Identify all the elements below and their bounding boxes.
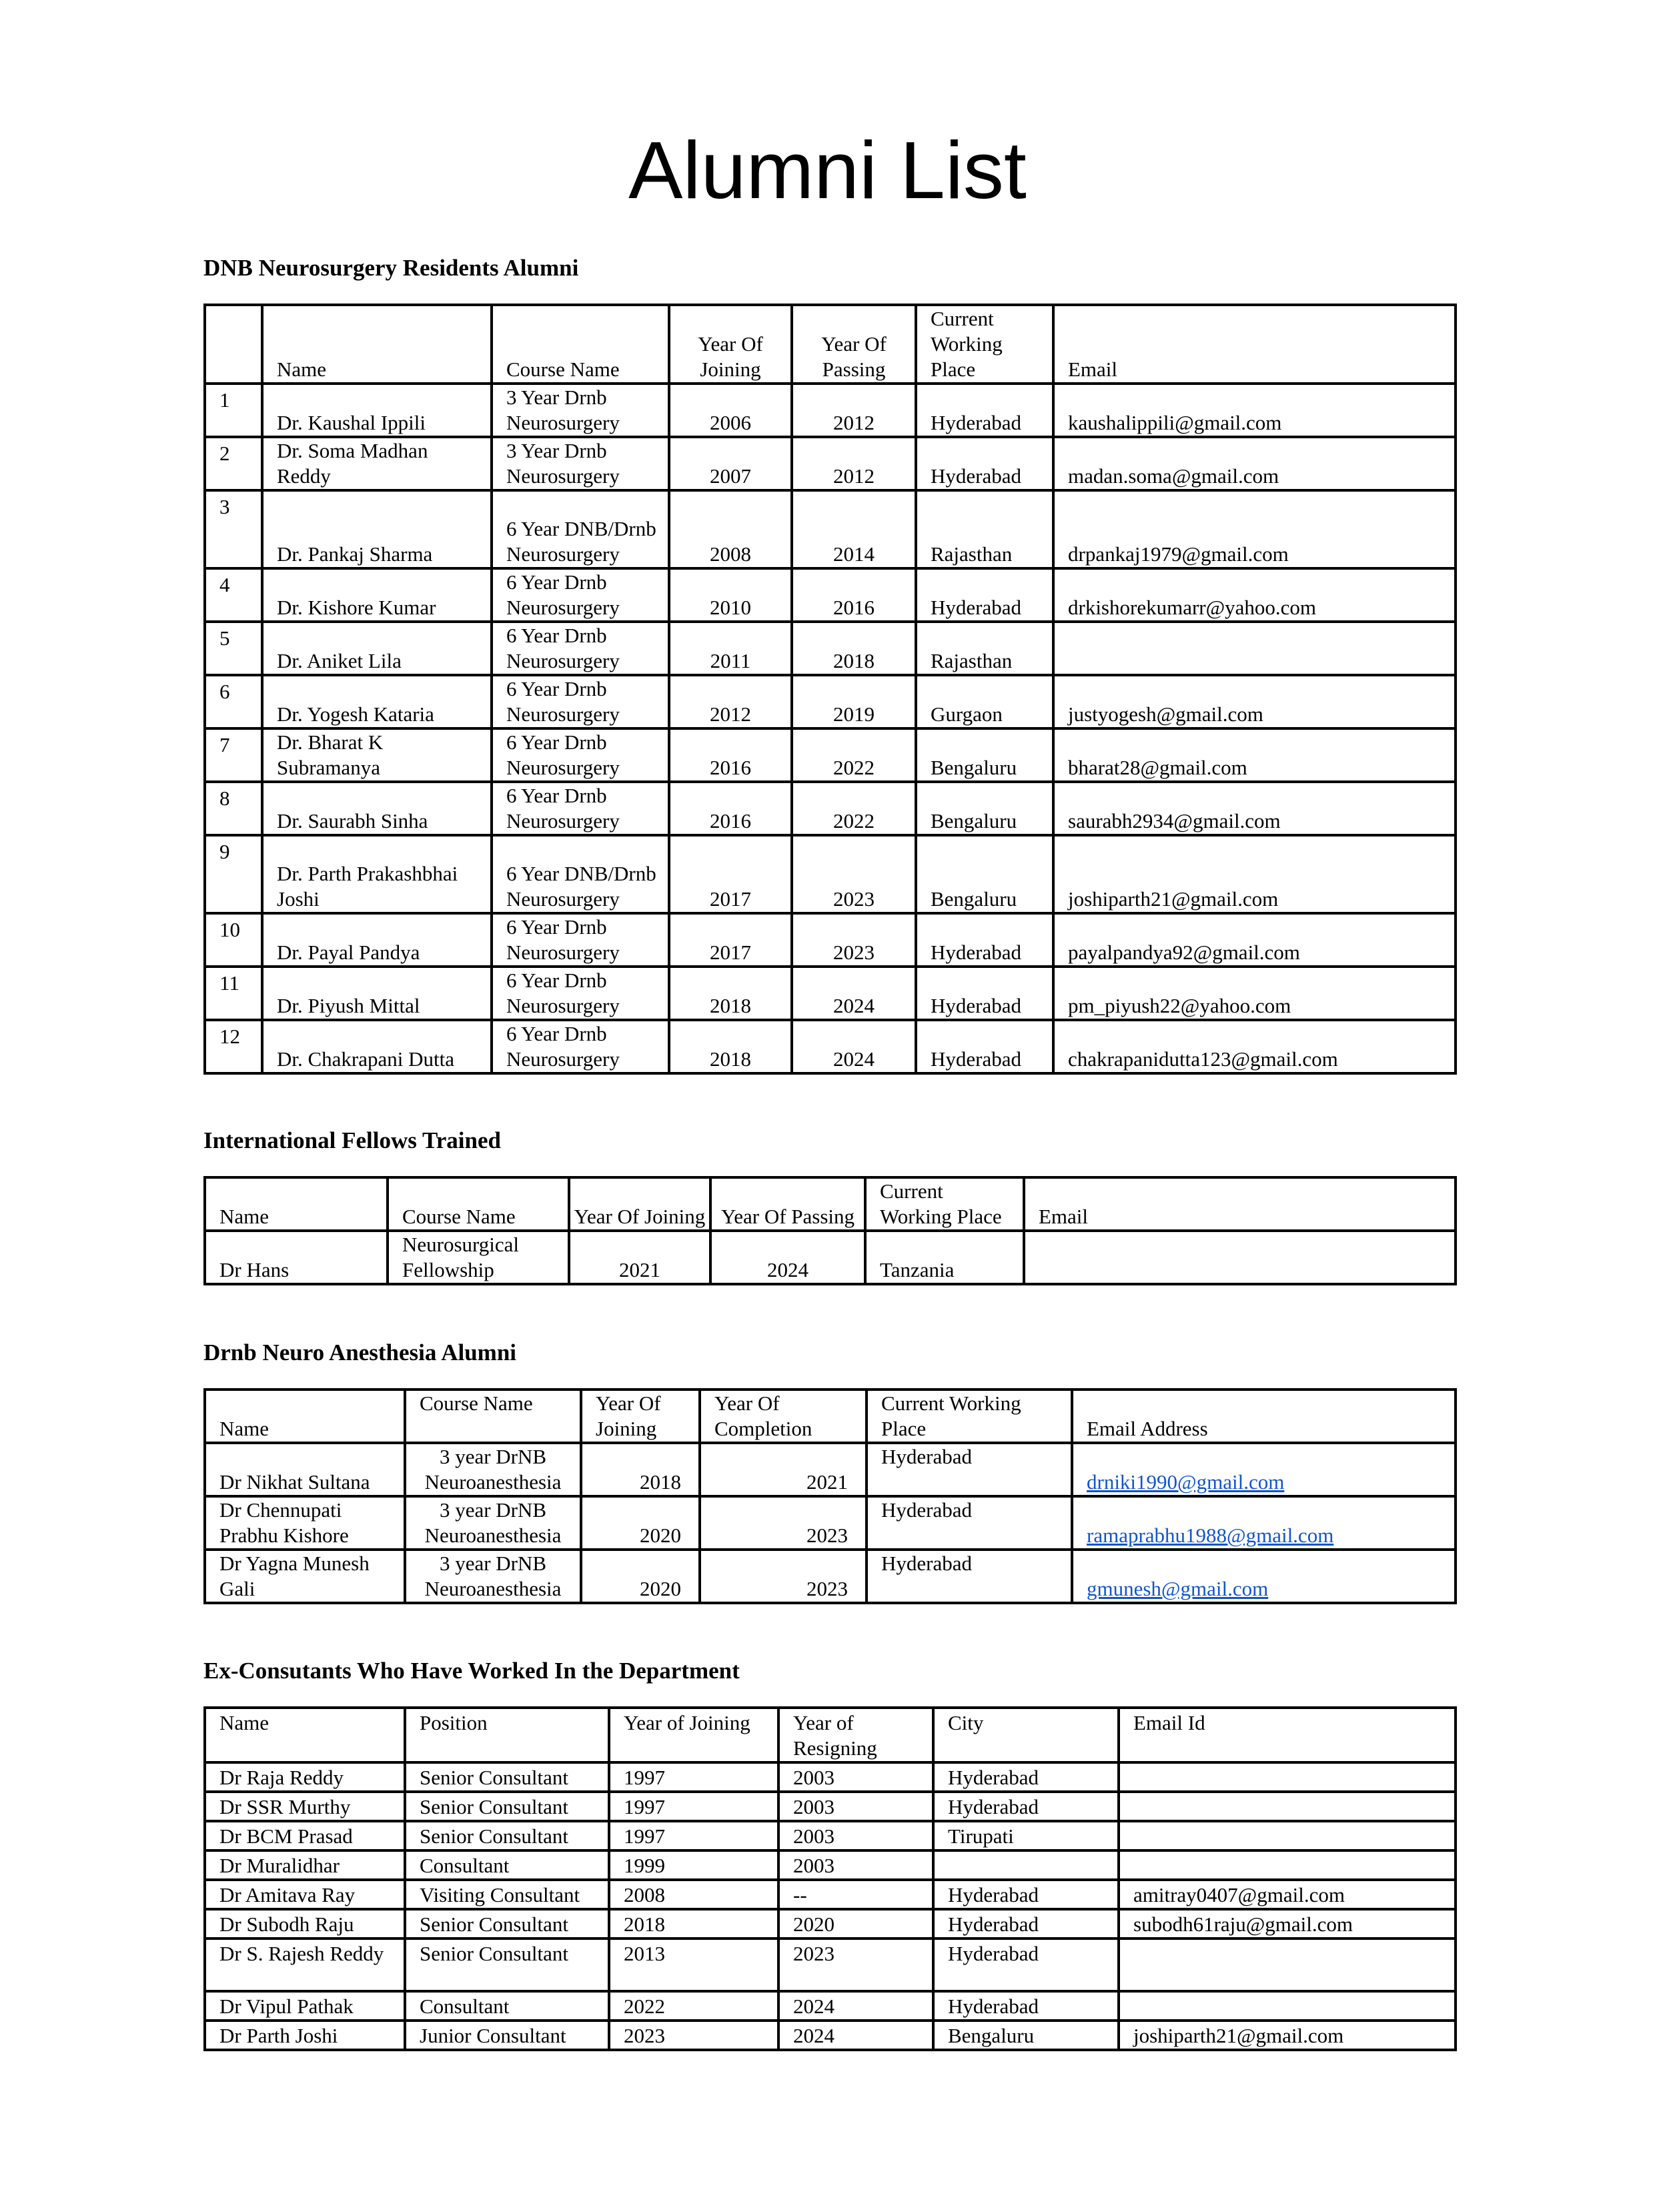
column-header: Course Name (388, 1177, 569, 1231)
intl-section-heading: International Fellows Trained (203, 1127, 501, 1153)
table-cell: 7 (205, 728, 262, 782)
table-cell: 2024 (778, 1991, 933, 2021)
table-cell: 2022 (609, 1991, 778, 2021)
column-header: Course Name (492, 305, 669, 384)
table-cell: Bengaluru (916, 782, 1053, 835)
page-title: Alumni List (628, 125, 1027, 215)
table-cell: subodh61raju@gmail.com (1119, 1909, 1456, 1939)
table-cell: Hyderabad (916, 568, 1053, 622)
table-cell: Tanzania (865, 1231, 1024, 1284)
dnb-section-heading: DNB Neurosurgery Residents Alumni (203, 255, 579, 281)
column-header: Email (1024, 1177, 1456, 1231)
table-cell: 9 (205, 835, 262, 913)
table-cell: Senior Consultant (405, 1821, 609, 1850)
table-cell: 2003 (778, 1792, 933, 1821)
table-cell: 3 Year Drnb Neurosurgery (492, 437, 669, 490)
table-cell: Dr. Kaushal Ippili (262, 384, 492, 437)
table-cell: Dr SSR Murthy (205, 1792, 405, 1821)
table-cell: 6 Year Drnb Neurosurgery (492, 1020, 669, 1073)
table-cell: Hyderabad (933, 1762, 1119, 1792)
table-cell: 2019 (792, 675, 916, 728)
table-cell: 2023 (792, 835, 916, 913)
table-cell: Consultant (405, 1991, 609, 2021)
table-cell: Dr. Kishore Kumar (262, 568, 492, 622)
table-row (205, 1496, 1456, 1550)
email-link[interactable]: drniki1990@gmail.com (1087, 1470, 1285, 1494)
table-row (205, 1939, 1456, 1991)
column-header: Email Address (1072, 1390, 1456, 1443)
table-cell: 11 (205, 967, 262, 1020)
table-cell: 2021 (700, 1443, 867, 1496)
table-cell: 10 (205, 913, 262, 967)
column-header: Current Working Place (916, 305, 1053, 384)
table-cell: Bengaluru (916, 835, 1053, 913)
table-cell: Hyderabad (933, 1939, 1119, 1991)
table-cell: bharat28@gmail.com (1053, 728, 1456, 782)
table-cell: Hyderabad (933, 1909, 1119, 1939)
table-cell: chakrapanidutta123@gmail.com (1053, 1020, 1456, 1073)
table-cell: Dr. Bharat K Subramanya (262, 728, 492, 782)
table-cell: Senior Consultant (405, 1792, 609, 1821)
table-cell: Hyderabad (916, 384, 1053, 437)
table-cell: 5 (205, 622, 262, 675)
table-cell: Dr. Payal Pandya (262, 913, 492, 967)
column-header (205, 305, 262, 384)
table-cell: Rajasthan (916, 622, 1053, 675)
table-cell: 1997 (609, 1792, 778, 1821)
table-cell: Hyderabad (933, 1880, 1119, 1909)
column-header: Year Of Passing (792, 305, 916, 384)
table-cell: -- (778, 1880, 933, 1909)
column-header: Name (205, 1708, 405, 1762)
table-cell (933, 1850, 1119, 1880)
table-cell: 2012 (792, 384, 916, 437)
email-cell (1072, 1550, 1456, 1603)
table-cell: 2016 (792, 568, 916, 622)
table-cell: 2017 (669, 835, 792, 913)
table-cell: Dr Raja Reddy (205, 1762, 405, 1792)
table-cell: 2024 (778, 2021, 933, 2050)
table-cell: justyogesh@gmail.com (1053, 675, 1456, 728)
table-row (205, 675, 1456, 728)
table-cell: 3 year DrNB Neuroanesthesia (405, 1550, 581, 1603)
table-cell: 2018 (792, 622, 916, 675)
table-row (205, 1550, 1456, 1603)
table-row (205, 913, 1456, 967)
column-header: Year Of Joining (569, 1177, 710, 1231)
table-row (205, 2021, 1456, 2050)
table-cell: Dr. Aniket Lila (262, 622, 492, 675)
table-row (205, 728, 1456, 782)
table-cell: 3 (205, 490, 262, 568)
table-cell: Hyderabad (933, 1792, 1119, 1821)
table-cell: 2008 (609, 1880, 778, 1909)
table-cell: 6 Year Drnb Neurosurgery (492, 913, 669, 967)
table-cell: madan.soma@gmail.com (1053, 437, 1456, 490)
anesthesia-alumni-table (203, 1388, 1457, 1604)
table-row (205, 384, 1456, 437)
table-header-row (205, 305, 1456, 384)
table-cell: 6 Year DNB/Drnb Neurosurgery (492, 490, 669, 568)
table-row (205, 1850, 1456, 1880)
table-cell: Hyderabad (867, 1496, 1072, 1550)
table-cell (1119, 1762, 1456, 1792)
table-cell: 2024 (792, 1020, 916, 1073)
column-header: Course Name (405, 1390, 581, 1443)
table-row (205, 782, 1456, 835)
table-row (205, 622, 1456, 675)
table-cell (1119, 1850, 1456, 1880)
column-header: Name (262, 305, 492, 384)
table-header-row (205, 1708, 1456, 1762)
ex-consultants-section-heading: Ex-Consutants Who Have Worked In the Department (203, 1658, 740, 1684)
table-row (205, 1821, 1456, 1850)
table-cell: Dr Hans (205, 1231, 388, 1284)
email-cell (1072, 1496, 1456, 1550)
table-cell: 6 (205, 675, 262, 728)
table-row (205, 568, 1456, 622)
table-cell: Dr. Chakrapani Dutta (262, 1020, 492, 1073)
table-cell: 8 (205, 782, 262, 835)
table-cell: drkishorekumarr@yahoo.com (1053, 568, 1456, 622)
column-header: Position (405, 1708, 609, 1762)
table-cell: Hyderabad (867, 1550, 1072, 1603)
column-header: Email (1053, 305, 1456, 384)
column-header: Name (205, 1390, 405, 1443)
table-cell: Hyderabad (916, 437, 1053, 490)
column-header: Email Id (1119, 1708, 1456, 1762)
table-cell: 2021 (569, 1231, 710, 1284)
table-cell (1119, 1821, 1456, 1850)
table-cell: Hyderabad (916, 1020, 1053, 1073)
table-cell: 2023 (792, 913, 916, 967)
intl-fellows-table (203, 1176, 1457, 1285)
table-cell: 6 Year Drnb Neurosurgery (492, 728, 669, 782)
table-cell: 6 Year Drnb Neurosurgery (492, 568, 669, 622)
table-cell (1119, 1991, 1456, 2021)
table-cell: Senior Consultant (405, 1939, 609, 1991)
table-cell: Hyderabad (916, 913, 1053, 967)
table-cell: 2012 (792, 437, 916, 490)
table-cell: 2020 (778, 1909, 933, 1939)
table-row (205, 1762, 1456, 1792)
table-cell: 3 year DrNB Neuroanesthesia (405, 1496, 581, 1550)
table-cell: Dr Nikhat Sultana (205, 1443, 405, 1496)
table-cell: Hyderabad (867, 1443, 1072, 1496)
table-cell: payalpandya92@gmail.com (1053, 913, 1456, 967)
table-cell: Dr BCM Prasad (205, 1821, 405, 1850)
table-row (205, 967, 1456, 1020)
table-cell: 6 Year DNB/Drnb Neurosurgery (492, 835, 669, 913)
email-link[interactable]: gmunesh@gmail.com (1087, 1577, 1269, 1600)
email-link[interactable]: ramaprabhu1988@gmail.com (1087, 1524, 1334, 1547)
table-cell: 2018 (581, 1443, 700, 1496)
table-cell: 2018 (669, 1020, 792, 1073)
table-cell: Senior Consultant (405, 1909, 609, 1939)
column-header: Year Of Completion (700, 1390, 867, 1443)
table-cell: Consultant (405, 1850, 609, 1880)
table-cell: 2012 (669, 675, 792, 728)
table-cell: 2020 (581, 1550, 700, 1603)
table-cell: 2016 (669, 728, 792, 782)
table-cell: Dr Amitava Ray (205, 1880, 405, 1909)
table-cell: 2023 (700, 1496, 867, 1550)
table-cell: pm_piyush22@yahoo.com (1053, 967, 1456, 1020)
table-cell: 2007 (669, 437, 792, 490)
table-cell: 6 Year Drnb Neurosurgery (492, 622, 669, 675)
table-cell: 2023 (700, 1550, 867, 1603)
column-header: Current Working Place (867, 1390, 1072, 1443)
table-cell: Dr. Pankaj Sharma (262, 490, 492, 568)
table-cell (1053, 622, 1456, 675)
table-cell: Bengaluru (933, 2021, 1119, 2050)
column-header: Year Of Passing (710, 1177, 865, 1231)
table-cell: Dr. Yogesh Kataria (262, 675, 492, 728)
table-row (205, 1909, 1456, 1939)
table-cell (1024, 1231, 1456, 1284)
table-row (205, 1020, 1456, 1073)
table-cell: Gurgaon (916, 675, 1053, 728)
table-cell: Neurosurgical Fellowship (388, 1231, 569, 1284)
table-cell: Dr Chennupati Prabhu Kishore (205, 1496, 405, 1550)
table-cell: Dr. Piyush Mittal (262, 967, 492, 1020)
table-cell: 2024 (792, 967, 916, 1020)
table-cell (1119, 1939, 1456, 1991)
email-cell (1072, 1443, 1456, 1496)
table-cell: 1997 (609, 1821, 778, 1850)
anesthesia-section-heading: Drnb Neuro Anesthesia Alumni (203, 1339, 517, 1365)
table-cell: 2018 (669, 967, 792, 1020)
table-row (205, 1443, 1456, 1496)
table-row (205, 1231, 1456, 1284)
table-cell: drpankaj1979@gmail.com (1053, 490, 1456, 568)
table-cell: 1 (205, 384, 262, 437)
table-cell: 2013 (609, 1939, 778, 1991)
table-cell: joshiparth21@gmail.com (1119, 2021, 1456, 2050)
column-header: Year of Resigning (778, 1708, 933, 1762)
column-header: City (933, 1708, 1119, 1762)
table-cell: Tirupati (933, 1821, 1119, 1850)
table-cell: 2008 (669, 490, 792, 568)
table-cell: saurabh2934@gmail.com (1053, 782, 1456, 835)
table-cell: 2003 (778, 1821, 933, 1850)
table-row (205, 1880, 1456, 1909)
table-cell: 2022 (792, 782, 916, 835)
table-cell: 2 (205, 437, 262, 490)
table-cell: kaushalippili@gmail.com (1053, 384, 1456, 437)
ex-consultants-table (203, 1706, 1457, 2051)
table-cell: Dr Yagna Munesh Gali (205, 1550, 405, 1603)
table-cell: Senior Consultant (405, 1762, 609, 1792)
table-cell: Hyderabad (916, 967, 1053, 1020)
column-header: Year Of Joining (669, 305, 792, 384)
table-cell: amitray0407@gmail.com (1119, 1880, 1456, 1909)
table-cell: 1997 (609, 1762, 778, 1792)
table-cell: 1999 (609, 1850, 778, 1880)
table-row (205, 835, 1456, 913)
table-cell: Dr Muralidhar (205, 1850, 405, 1880)
table-cell: 2016 (669, 782, 792, 835)
table-row (205, 1991, 1456, 2021)
column-header: Year of Joining (609, 1708, 778, 1762)
table-cell: 2018 (609, 1909, 778, 1939)
table-cell: Dr Vipul Pathak (205, 1991, 405, 2021)
table-cell: Hyderabad (933, 1991, 1119, 2021)
table-row (205, 1792, 1456, 1821)
table-cell: Dr. Parth Prakashbhai Joshi (262, 835, 492, 913)
table-header-row (205, 1177, 1456, 1231)
table-cell: Dr S. Rajesh Reddy (205, 1939, 405, 1991)
column-header: Year Of Joining (581, 1390, 700, 1443)
table-cell: Junior Consultant (405, 2021, 609, 2050)
table-cell: 12 (205, 1020, 262, 1073)
table-cell: 2003 (778, 1762, 933, 1792)
table-cell: 3 year DrNB Neuroanesthesia (405, 1443, 581, 1496)
table-cell: 2017 (669, 913, 792, 967)
table-cell (1119, 1792, 1456, 1821)
table-cell: 2020 (581, 1496, 700, 1550)
table-cell: 2024 (710, 1231, 865, 1284)
dnb-alumni-table (203, 304, 1457, 1075)
table-header-row (205, 1390, 1456, 1443)
table-cell: Rajasthan (916, 490, 1053, 568)
table-cell: 2011 (669, 622, 792, 675)
table-cell: Dr Subodh Raju (205, 1909, 405, 1939)
table-cell: 3 Year Drnb Neurosurgery (492, 384, 669, 437)
table-cell: 2023 (609, 2021, 778, 2050)
column-header: Name (205, 1177, 388, 1231)
column-header: Current Working Place (865, 1177, 1024, 1231)
table-cell: 2006 (669, 384, 792, 437)
table-cell: 2014 (792, 490, 916, 568)
table-row (205, 437, 1456, 490)
table-cell: 6 Year Drnb Neurosurgery (492, 782, 669, 835)
table-cell: 6 Year Drnb Neurosurgery (492, 967, 669, 1020)
table-cell: Visiting Consultant (405, 1880, 609, 1909)
table-cell: Dr. Saurabh Sinha (262, 782, 492, 835)
table-cell: 4 (205, 568, 262, 622)
table-cell: 2023 (778, 1939, 933, 1991)
table-cell: joshiparth21@gmail.com (1053, 835, 1456, 913)
table-cell: Dr Parth Joshi (205, 2021, 405, 2050)
table-cell: Dr. Soma Madhan Reddy (262, 437, 492, 490)
table-cell: Bengaluru (916, 728, 1053, 782)
table-cell: 6 Year Drnb Neurosurgery (492, 675, 669, 728)
table-cell: 2003 (778, 1850, 933, 1880)
table-cell: 2022 (792, 728, 916, 782)
table-row (205, 490, 1456, 568)
table-cell: 2010 (669, 568, 792, 622)
